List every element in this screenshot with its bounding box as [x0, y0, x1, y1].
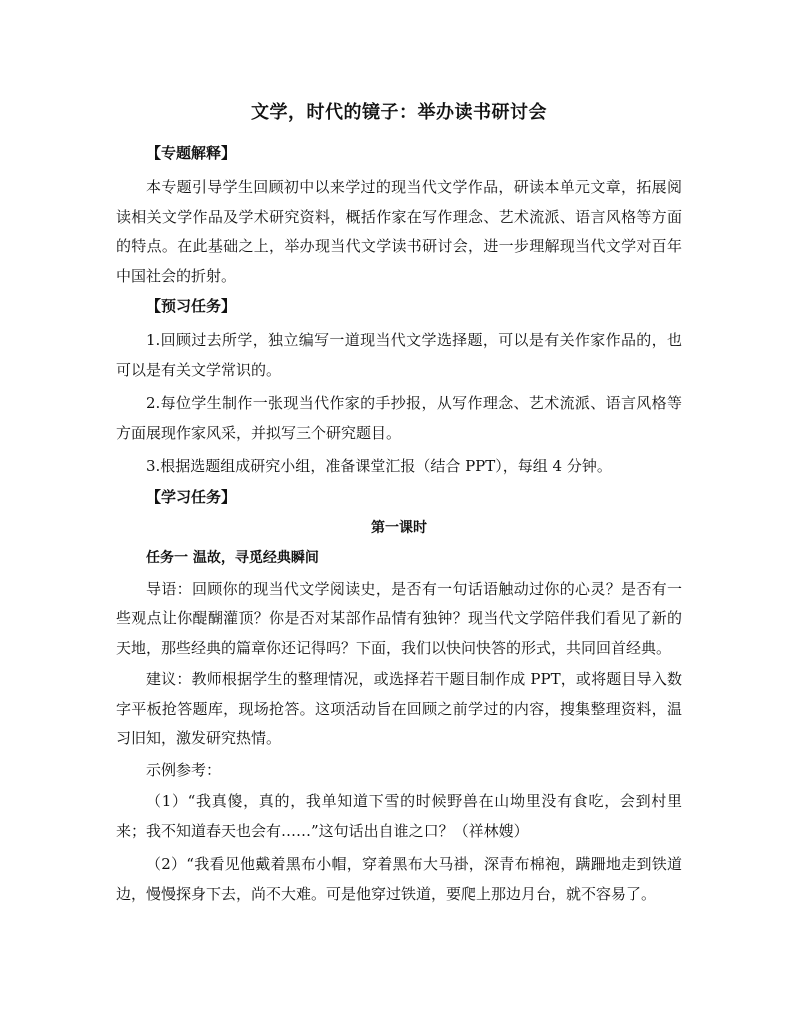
example-label: 示例参考：: [146, 760, 222, 779]
preview-heading: 【预习任务】: [146, 297, 237, 315]
study-heading: 【学习任务】: [146, 487, 237, 506]
preview-item-3: 3.根据选题组成研究小组，准备课堂汇报（结合 PPT），每组 4 分钟。: [146, 457, 612, 475]
preview-item-1: 1.回顾过去所学，独立编写一道现当代文学选择题，可以是有关作家作品的，也可以是有关文学常识的。: [116, 331, 682, 379]
document-title: 文学，时代的镜子：举办读书研讨会: [251, 102, 547, 123]
intro-paragraph: 本专题引导学生回顾初中以来学过的现当代文学作品，研读本单元文章，拓展阅读相关文学作品及学术研究资料，概括作家在写作理念、艺术流派、语言风格等方面的特点。在此基础之上，举办现当代文学读书研讨会，进一步理解现当代文学对百年中国社会的折射。: [116, 178, 682, 285]
preview-item-2: 2.每位学生制作一张现当代作家的手抄报，从写作理念、艺术流派、语言风格等方面展现作家风采，并拟写三个研究题目。: [116, 394, 682, 442]
intro-heading: 【专题解释】: [146, 144, 237, 162]
example-item-2: （2）“我看见他戴着黑布小帽，穿着黑布大马褂，深青布棉袍，蹒跚地走到铁道边，慢慢探身下去，尚不大难。可是他穿过铁道，要爬上那边月台，就不容易了。: [116, 855, 682, 903]
task1-title: 任务一 温故，寻觅经典瞬间: [146, 549, 319, 566]
suggest-paragraph: 建议：教师根据学生的整理情况，或选择若干题目制作成 PPT，或将题目导入数字平板抢答题库，现场抢答。这项活动旨在回顾之前学过的内容，搜集整理资料，温习旧知，激发研究热情。: [116, 670, 682, 747]
document-body: [116, 98, 682, 913]
example-item-1: （1）“我真傻，真的，我单知道下雪的时候野兽在山坳里没有食吃，会到村里来；我不知道春天也会有……”这句话出自谁之口？（祥林嫂）: [116, 792, 682, 840]
guide-paragraph: 导语：回顾你的现当代文学阅读史，是否有一句话语触动过你的心灵？是否有一些观点让你醍醐灌顶？你是否对某部作品情有独钟？现当代文学陪伴我们看见了新的天地，那些经典的篇章你还记得吗？下面，我们以快问快答的形式，共同回首经典。: [116, 579, 682, 657]
lesson-title: 第一课时: [371, 519, 427, 536]
